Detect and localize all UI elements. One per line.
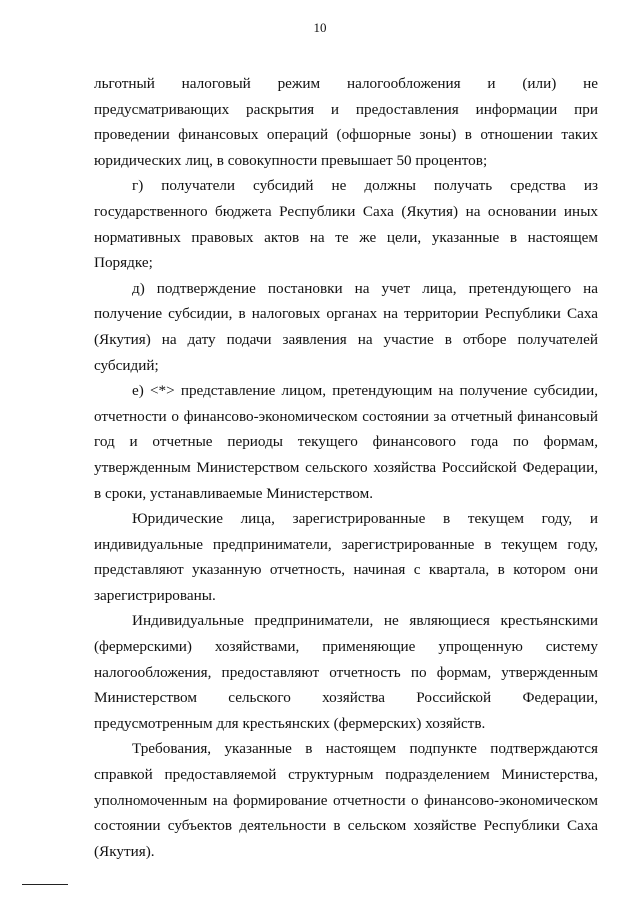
paragraph-offshore-continuation: льготный налоговый режим налогообложения и (или) не предусматривающих раскрытия и предоставления информации при проведении финансовых операций (офшорные зоны) в отношении таких юридических лиц, в совокупности превышает 50 процентов; [94,75,598,169]
paragraph-item-d: д) подтверждение постановки на учет лица, претендующего на получение субсидии, в налоговых органах на территории Республики Саха (Якутия) на дату подачи заявления на участие в отборе получателей субсидий; [94,279,598,374]
paragraph-individual-entrepreneurs: Индивидуальные предприниматели, не являющиеся крестьянскими (фермерскими) хозяйствами, применяющие упрощенную систему налогообложения, предоставляют отчетность по формам, утвержденным Министерством сельского хозяйства Российской Федерации, предусмотренным для крестьянских (фермерских) хозяйств. [94,612,598,732]
document-body [94,71,598,864]
page-number: 10 [313,20,327,35]
paragraph-legal-entities: Юридические лица, зарегистрированные в текущем году, и индивидуальные предприниматели, зарегистрированные в текущем году, представляют указанную отчетность, начиная с квартала, в котором они зарегистрированы. [94,510,598,604]
footnote-divider [22,884,68,885]
paragraph-requirements: Требования, указанные в настоящем подпункте подтверждаются справкой предоставляемой структурным подразделением Министерства, уполномоченным на формирование отчетности о финансово-экономическом состоянии субъектов деятельности в сельском хозяйстве Республики Саха (Якутия). [94,740,598,860]
paragraph-item-e: е) <*> представление лицом, претендующим на получение субсидии, отчетности о финансово-экономическом состоянии за отчетный финансовый год и отчетные периоды текущего финансового года по формам, утвержденным Министерством сельского хозяйства Российской Федерации, в сроки, устанавливаемые Министерством. [94,382,598,502]
paragraph-item-g: г) получатели субсидий не должны получать средства из государственного бюджета Республики Саха (Якутия) на основании иных нормативных правовых актов на те же цели, указанные в настоящем Порядке; [94,177,598,272]
